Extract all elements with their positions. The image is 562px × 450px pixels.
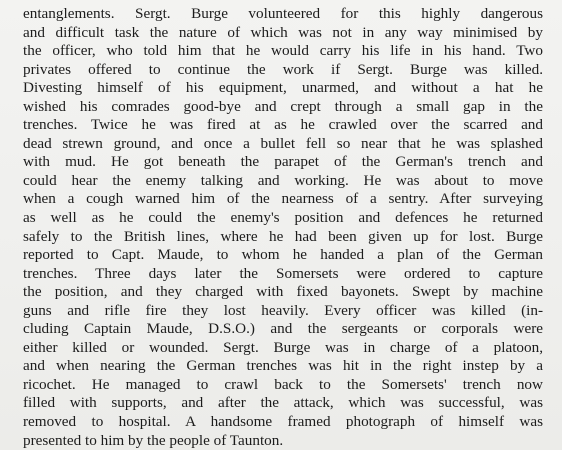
text-line: either killed or wounded. Sergt. Burge was in charge of a platoon, <box>23 338 543 356</box>
text-line: filled with supports, and after the attack, which was successful, was <box>23 394 543 412</box>
text-line: trenches. Twice he was fired at as he crawled over the scarred and <box>23 116 543 134</box>
text-line: ricochet. He managed to crawl back to the Somersets' trench now <box>23 375 543 393</box>
text-line: the position, and they charged with fixed bayonets. Swept by machine <box>23 283 543 301</box>
text-line: removed to hospital. A handsome framed photograph of himself was <box>23 413 543 431</box>
text-line: could hear the enemy talking and working. He was about to move <box>23 171 543 189</box>
text-line: Divesting himself of his equipment, unarmed, and without a hat he <box>23 79 543 97</box>
text-line: wished his comrades good-bye and crept through a small gap in the <box>23 97 543 115</box>
body-text <box>23 5 543 450</box>
text-line: when a cough warned him of the nearness of a sentry. After surveying <box>23 190 543 208</box>
text-line: as well as he could the enemy's position and defences he returned <box>23 209 543 227</box>
text-line: trenches. Three days later the Somersets were ordered to capture <box>23 264 543 282</box>
text-line: reported to Capt. Maude, to whom he handed a plan of the German <box>23 246 543 264</box>
text-line: privates offered to continue the work if Sergt. Burge was killed. <box>23 60 543 78</box>
text-line: and difficult task the nature of which was not in any way minimised by <box>23 23 543 41</box>
text-line: the officer, who told him that he would carry his life in his hand. Two <box>23 42 543 60</box>
text-line: safely to the British lines, where he had been given up for lost. Burge <box>23 227 543 245</box>
text-line: presented to him by the people of Taunton. <box>23 431 284 449</box>
text-line: cluding Captain Maude, D.S.O.) and the sergeants or corporals were <box>23 320 543 338</box>
text-line: with mud. He got beneath the parapet of the German's trench and <box>23 153 543 171</box>
text-line: entanglements. Sergt. Burge volunteered for this highly dangerous <box>23 5 543 22</box>
text-line: dead strewn ground, and once a bullet fell so near that he was splashed <box>23 134 543 152</box>
text-line: and when nearing the German trenches was hit in the right instep by a <box>23 357 543 375</box>
text-line: guns and rifle fire they lost heavily. Every officer was killed (in- <box>23 301 543 319</box>
